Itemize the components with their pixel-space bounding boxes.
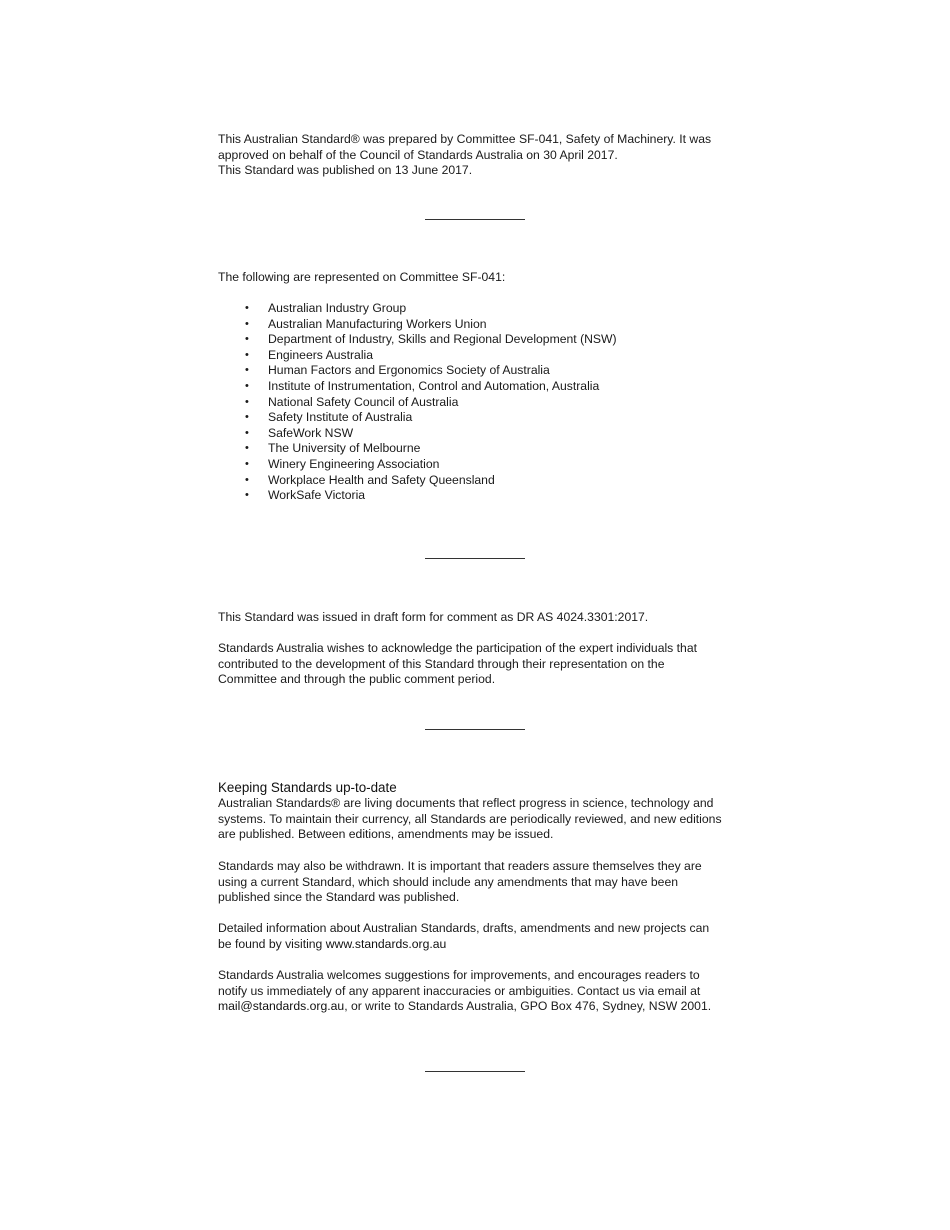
keeping-para3-prefix: be found by visiting bbox=[218, 936, 326, 951]
member-name: National Safety Council of Australia bbox=[268, 394, 459, 409]
member-name: Institute of Instrumentation, Control and Automation, Australia bbox=[268, 378, 600, 393]
preparation-line-2: approved on behalf of the Council of Standards Australia on 30 April 2017. bbox=[218, 147, 618, 162]
bullet-icon: • bbox=[245, 379, 249, 392]
bullet-icon: • bbox=[245, 489, 249, 502]
list-item bbox=[218, 363, 738, 379]
member-name: WorkSafe Victoria bbox=[268, 488, 366, 503]
committee-member-list bbox=[218, 301, 738, 504]
website-link[interactable]: www.standards.org.au bbox=[325, 936, 447, 951]
bullet-icon: • bbox=[245, 333, 249, 346]
section-divider-3 bbox=[425, 729, 525, 730]
keeping-section bbox=[218, 780, 738, 843]
bullet-icon: • bbox=[245, 473, 249, 486]
member-name: Australian Manufacturing Workers Union bbox=[268, 316, 487, 331]
preparation-line-1: This Australian Standard® was prepared by Committee SF-041, Safety of Machinery. It was bbox=[218, 132, 712, 146]
bullet-icon: • bbox=[245, 411, 249, 424]
bullet-icon: • bbox=[245, 457, 249, 470]
keeping-para1-line-3: are published. Between editions, amendments may be issued. bbox=[218, 827, 554, 842]
bullet-icon: • bbox=[245, 348, 249, 361]
acknowledgement-line-2: contributed to the development of this Standard through their representation on the bbox=[218, 656, 665, 671]
list-item bbox=[218, 301, 738, 317]
draft-issued-paragraph bbox=[218, 610, 738, 626]
keeping-para1-line-1: Australian Standards® are living documents that reflect progress in science, technology and bbox=[218, 796, 714, 810]
list-item bbox=[218, 379, 738, 395]
member-name: Safety Institute of Australia bbox=[268, 410, 413, 425]
section-heading: Keeping Standards up-to-date bbox=[218, 780, 397, 795]
draft-issued-text: This Standard was issued in draft form for comment as DR AS 4024.3301:2017. bbox=[218, 610, 649, 624]
list-item bbox=[218, 441, 738, 457]
bullet-icon: • bbox=[245, 442, 249, 455]
bullet-icon: • bbox=[245, 317, 249, 330]
section-divider-2 bbox=[425, 558, 525, 559]
committee-member-list-wrap bbox=[218, 301, 738, 504]
list-item bbox=[218, 410, 738, 426]
acknowledgement-paragraph bbox=[218, 641, 738, 688]
acknowledgement-line-3: Committee and through the public comment period. bbox=[218, 672, 496, 687]
keeping-para4-line-3 bbox=[218, 999, 738, 1015]
detailed-info-paragraph bbox=[218, 921, 738, 952]
bullet-icon: • bbox=[245, 302, 249, 314]
bullet-icon: • bbox=[245, 426, 249, 439]
withdrawn-paragraph bbox=[218, 859, 738, 906]
list-item bbox=[218, 317, 738, 333]
list-item bbox=[218, 488, 738, 504]
member-name: Human Factors and Ergonomics Society of Australia bbox=[268, 363, 550, 378]
bullet-icon: • bbox=[245, 364, 249, 377]
section-divider-4 bbox=[425, 1071, 525, 1072]
keeping-para4-line-1: Standards Australia welcomes suggestions for improvements, and encourages readers to bbox=[218, 968, 700, 982]
member-name: The University of Melbourne bbox=[268, 441, 421, 456]
keeping-para2-line-3: published since the Standard was published. bbox=[218, 890, 460, 905]
member-name: Workplace Health and Safety Queensland bbox=[268, 472, 495, 487]
keeping-para4-suffix: , or write to Standards Australia, GPO Box 476, Sydney, NSW 2001. bbox=[344, 999, 712, 1014]
member-name: Australian Industry Group bbox=[268, 301, 407, 315]
member-name: Engineers Australia bbox=[268, 347, 374, 362]
list-item bbox=[218, 426, 738, 442]
committee-intro-text: The following are represented on Committee SF-041: bbox=[218, 270, 506, 284]
email-link[interactable]: mail@standards.org.au bbox=[218, 999, 345, 1014]
preparation-line-3: This Standard was published on 13 June 2017. bbox=[218, 163, 473, 178]
acknowledgement-line-1: Standards Australia wishes to acknowledge the participation of the expert individuals that bbox=[218, 641, 697, 655]
keeping-para2-line-1: Standards may also be withdrawn. It is important that readers assure themselves they are bbox=[218, 859, 702, 873]
preparation-paragraph bbox=[218, 132, 738, 179]
suggestions-paragraph bbox=[218, 968, 738, 1015]
keeping-para1-line-2: systems. To maintain their currency, all Standards are periodically reviewed, and new editions bbox=[218, 811, 722, 826]
list-item bbox=[218, 473, 738, 489]
list-item bbox=[218, 348, 738, 364]
bullet-icon: • bbox=[245, 395, 249, 408]
keeping-para3-line-2 bbox=[218, 937, 738, 953]
committee-intro bbox=[218, 270, 738, 286]
member-name: SafeWork NSW bbox=[268, 425, 354, 440]
keeping-para2-line-2: using a current Standard, which should include any amendments that may have been bbox=[218, 874, 679, 889]
keeping-para3-line-1: Detailed information about Australian Standards, drafts, amendments and new projects can bbox=[218, 921, 710, 935]
keeping-para4-line-2: notify us immediately of any apparent inaccuracies or ambiguities. Contact us via email at bbox=[218, 983, 701, 998]
list-item bbox=[218, 457, 738, 473]
list-item bbox=[218, 332, 738, 348]
member-name: Department of Industry, Skills and Regional Development (NSW) bbox=[268, 332, 617, 347]
section-divider-1 bbox=[425, 219, 525, 220]
member-name: Winery Engineering Association bbox=[268, 456, 440, 471]
list-item bbox=[218, 395, 738, 411]
